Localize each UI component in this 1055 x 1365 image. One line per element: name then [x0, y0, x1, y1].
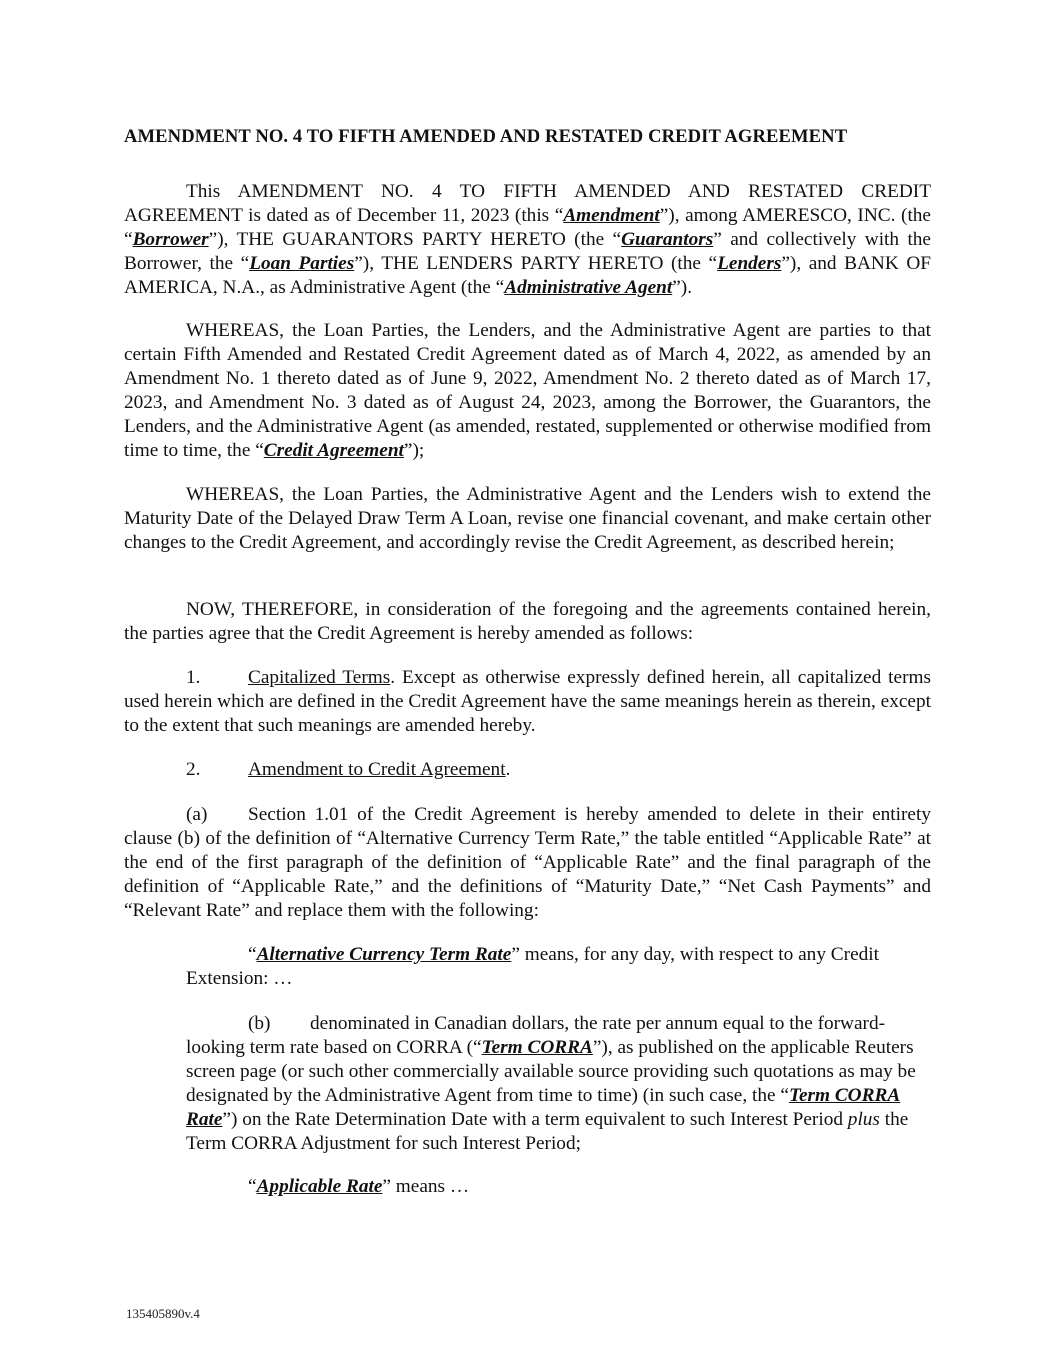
- text: “: [248, 1176, 257, 1197]
- text: ”), and BANK OF AMERICA, N.A., as Administrative Agent (the “: [124, 253, 931, 298]
- defined-term-term-corra: Term CORRA: [481, 1037, 593, 1058]
- section-heading: Amendment to Credit Agreement: [248, 759, 506, 780]
- section-number: 2.: [186, 759, 201, 780]
- text: “: [248, 944, 257, 965]
- whereas-paragraph-1: [124, 319, 931, 463]
- text: This AMENDMENT NO. 4 TO FIFTH AMENDED AND RESTATED CREDIT AGREEMENT is dated as of December 11, 2023 (this “: [124, 181, 931, 226]
- text: ”), THE LENDERS PARTY HERETO (the “: [354, 253, 718, 274]
- text: ”), as published on the applicable Reuters screen page (or such other commercially available source providing such quotations as may be designated by the Administrative Agent from time to time) (in such case, the “: [186, 1037, 916, 1106]
- text: ” means, for any day, with respect to any Credit Extension: …: [186, 944, 879, 989]
- text: the Term CORRA Adjustment for such Interest Period;: [186, 1109, 909, 1154]
- text: denominated in Canadian dollars, the rate per annum equal to the forward-looking term rate based on CORRA (“: [186, 1013, 886, 1058]
- section-2-amendment: [124, 758, 931, 782]
- defined-term-lenders: Lenders: [717, 253, 782, 274]
- defined-term-administrative-agent: Administrative Agent: [504, 277, 673, 298]
- defined-term-applicable-rate: Applicable Rate: [256, 1176, 383, 1197]
- defined-term-amendment: Amendment: [563, 205, 660, 226]
- now-therefore-paragraph: NOW, THEREFORE, in consideration of the foregoing and the agreements contained herein, the parties agree that the Credit Agreement is hereby amended as follows:: [124, 599, 931, 644]
- defined-term-alternative-currency-term-rate: Alternative Currency Term Rate: [256, 944, 512, 965]
- section-heading: Capitalized Terms: [248, 667, 391, 688]
- document-title: AMENDMENT NO. 4 TO FIFTH AMENDED AND RESTATED CREDIT AGREEMENT: [124, 126, 848, 147]
- italic-plus: plus: [847, 1109, 880, 1130]
- defined-term-borrower: Borrower: [132, 229, 209, 250]
- section-number: 1.: [186, 667, 201, 688]
- text: ” means …: [382, 1176, 470, 1197]
- document-id-footer: 135405890v.4: [126, 1306, 200, 1321]
- definition-applicable-rate: [186, 1175, 931, 1199]
- text: ”);: [403, 440, 425, 461]
- text: .: [505, 759, 511, 780]
- text: ”) on the Rate Determination Date with a term equivalent to such Interest Period: [222, 1109, 848, 1130]
- section-1-capitalized-terms: [124, 666, 931, 738]
- defined-term-loan-parties: Loan Parties: [249, 253, 355, 274]
- text: . Except as otherwise expressly defined herein, all capitalized terms used herein which are defined in the Credit Agreement have the same meanings herein as therein, except to the extent that such meanings are amended hereby.: [124, 667, 931, 736]
- text: ”), THE GUARANTORS PARTY HERETO (the “: [208, 229, 622, 250]
- text: WHEREAS, the Loan Parties, the Lenders, and the Administrative Agent are parties to that certain Fifth Amended and Restated Credit Agreement dated as of March 4, 2022, as amended by an Amendment No. 1 thereto dated as of June 9, 2022, Amendment No. 2 thereto dated as of March 17, 2023, and Amendment No. 3 dated as of August 24, 2023, among the Borrower, the Guarantors, the Lenders, and the Administrative Agent (as amended, restated, supplemented or otherwise modified from time to time, the “: [124, 320, 931, 461]
- text: ”).: [672, 277, 693, 298]
- whereas-paragraph-2: WHEREAS, the Loan Parties, the Administrative Agent and the Lenders wish to extend the Maturity Date of the Delayed Draw Term A Loan, revise one financial covenant, and make certain other changes to the Credit Agreement, and accordingly revise the Credit Agreement, as described herein;: [124, 484, 931, 553]
- text: ” and collectively with the Borrower, the “: [124, 229, 931, 274]
- definition-alternative-currency-term-rate: [186, 943, 931, 991]
- defined-term-credit-agreement: Credit Agreement: [263, 440, 404, 461]
- clause-label: (a): [186, 804, 208, 825]
- defined-term-term-corra-rate: Term CORRA Rate: [186, 1085, 901, 1130]
- text: ”), among AMERESCO, INC. (the “: [124, 205, 931, 250]
- clause-a-paragraph: [124, 803, 931, 923]
- clause-label: (b): [248, 1013, 271, 1034]
- defined-term-guarantors: Guarantors: [621, 229, 714, 250]
- clause-b-paragraph: [186, 1012, 931, 1156]
- text: Section 1.01 of the Credit Agreement is hereby amended to delete in their entirety clause (b) of the definition of “Alternative Currency Term Rate,” the table entitled “Applicable Rate” at the end of the first paragraph of the definition of “Applicable Rate” and the final paragraph of the definition of “Applicable Rate,” and the definitions of “Maturity Date,” “Net Cash Payments” and “Relevant Rate” and replace them with the following:: [124, 804, 931, 921]
- intro-paragraph: [124, 180, 931, 300]
